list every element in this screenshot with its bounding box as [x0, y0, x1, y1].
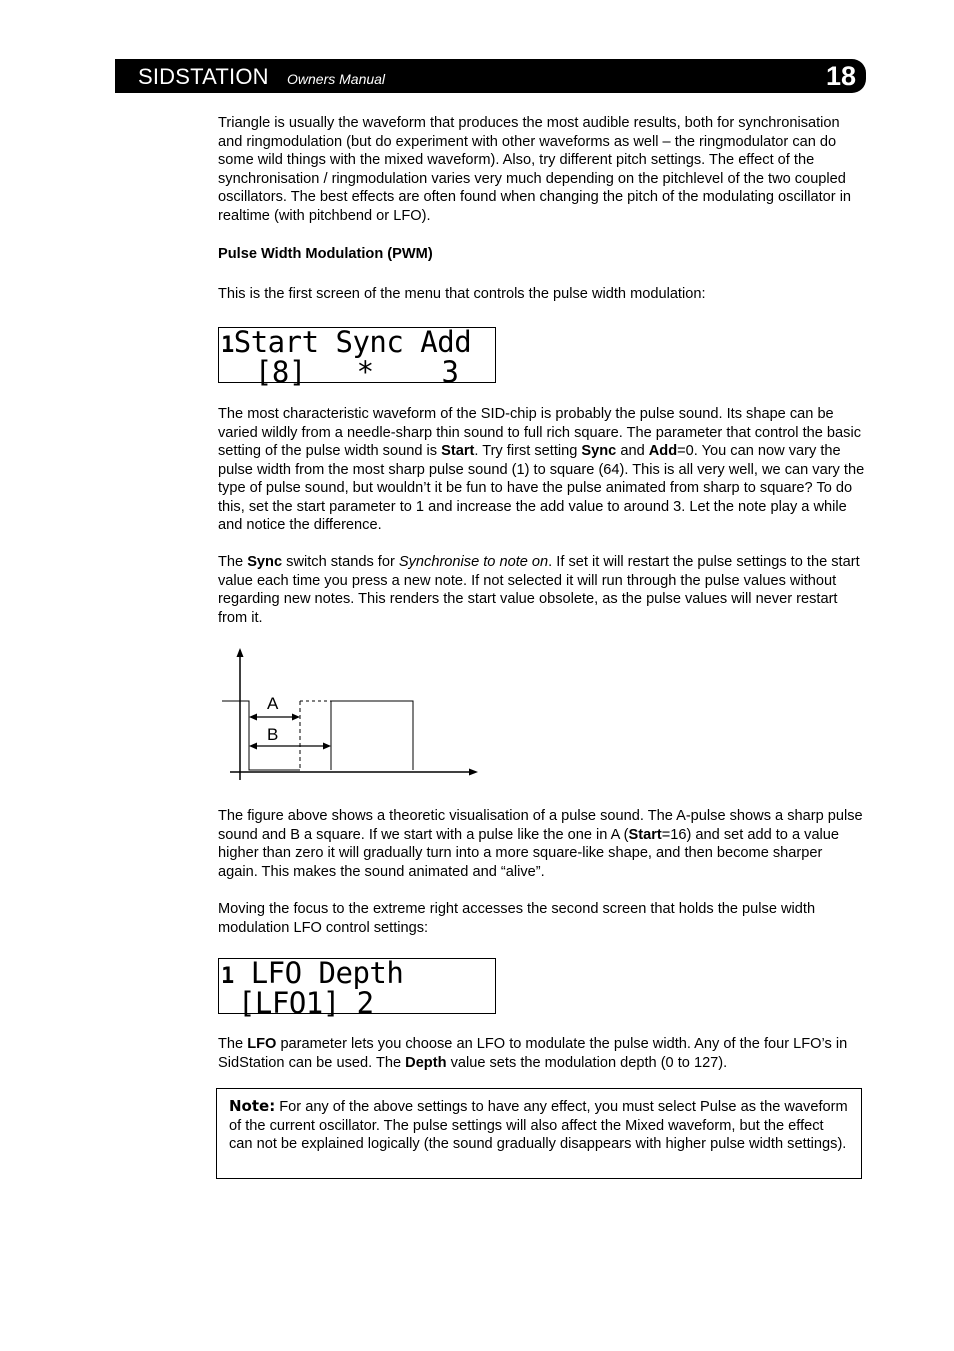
- lcd-line-2: [LFO1] 2: [221, 986, 374, 1020]
- x-axis-arrowhead: [469, 769, 478, 776]
- manual-subtitle: Owners Manual: [287, 71, 386, 87]
- pulse-characteristic-paragraph: The most characteristic waveform of the SID-chip is probably the pulse sound. Its shape can be varied wildly from a needle-sharp thin sound to full rich square. The parameter that control the basic setting of the pulse width sound is Start. Try first setting Sync and Add=0. You can now vary the pulse width from the most sharp pulse sound (1) to square (64). This is all very well, we can vary the type of pulse sound, but wouldn’t it be fun to have the pulse animated from sharp to square? To do this, set the start parameter to 1 and increase the add value to around 3. Let the note play a while and notice the difference.: [218, 406, 865, 533]
- note-box: [216, 1088, 862, 1179]
- label-a: A: [267, 694, 279, 713]
- lcd-line-1: LFO Depth: [233, 956, 404, 990]
- y-axis-arrowhead: [237, 648, 244, 657]
- lcd-cursor: 1: [221, 964, 234, 989]
- pulse-b-wave: [331, 701, 413, 770]
- lcd-line-2: [8] * 3: [221, 355, 459, 389]
- section-heading-pwm: Pulse Width Modulation (PWM): [218, 246, 433, 262]
- intro-paragraph: Triangle is usually the waveform that produces the most audible results, both for synchronisation and ringmodulation (but do experiment with other waveforms as well – the ringmodulator can do some wild things with the mixed waveform). Also, try different pitch settings. The effect of the synchronisation / ringmodulation varies very much depending on the pitchlevel of the two coupled oscillators. The best effects are often found when changing the pitch of the modulating oscillator in realtime (with pitchbend or LFO).: [218, 115, 852, 224]
- note-label: Note:: [229, 1097, 276, 1115]
- focus-paragraph: Moving the focus to the extreme right accesses the second screen that holds the pulse width modulation LFO control settings:: [218, 901, 816, 936]
- measure-a-right-arrow: [292, 714, 300, 721]
- lcd-cursor: 1: [221, 333, 234, 358]
- measure-b-left-arrow: [249, 743, 257, 750]
- pulse-a-wave: [222, 701, 300, 770]
- lcd-screen-pwm: [218, 325, 496, 389]
- sync-paragraph: The Sync switch stands for Synchronise to note on. If set it will restart the pulse settings to the start value each time you press a new note. If not selected it will run through the pulse values without regarding new notes. This renders the start value obsolete, as the pulse values will never restart from it.: [218, 554, 860, 626]
- first-screen-paragraph: This is the first screen of the menu that controls the pulse width modulation:: [218, 286, 706, 302]
- measure-a-left-arrow: [249, 714, 257, 721]
- page-header: [115, 59, 866, 93]
- lcd-screen-lfo: [218, 956, 496, 1020]
- pulse-width-figure: [220, 645, 482, 785]
- page-number: 18: [825, 61, 856, 91]
- note-text: For any of the above settings to have any effect, you must select Pulse as the waveform of the current oscillator. The pulse settings will also affect the Mixed waveform, but the effect can not be explained logically (the sound gradually disappears with higher pulse width settings).: [229, 1099, 848, 1152]
- lcd-line-1: Start Sync Add: [233, 325, 472, 359]
- brand-title: SIDSTATION: [138, 64, 269, 89]
- label-b: B: [267, 725, 279, 744]
- measure-b-right-arrow: [323, 743, 331, 750]
- figure-description-paragraph: The figure above shows a theoretic visualisation of a pulse sound. The A-pulse shows a sharp pulse sound and B a square. If we start with a pulse like the one in A (Start=16) and set add to a value higher than zero it will gradually turn into a more square-like shape, and then become sharper again. This makes the sound animated and “alive”.: [218, 808, 863, 880]
- lfo-paragraph: The LFO parameter lets you choose an LFO to modulate the pulse width. Any of the four LFO’s in SidStation can be used. The Depth value sets the modulation depth (0 to 127).: [218, 1036, 848, 1071]
